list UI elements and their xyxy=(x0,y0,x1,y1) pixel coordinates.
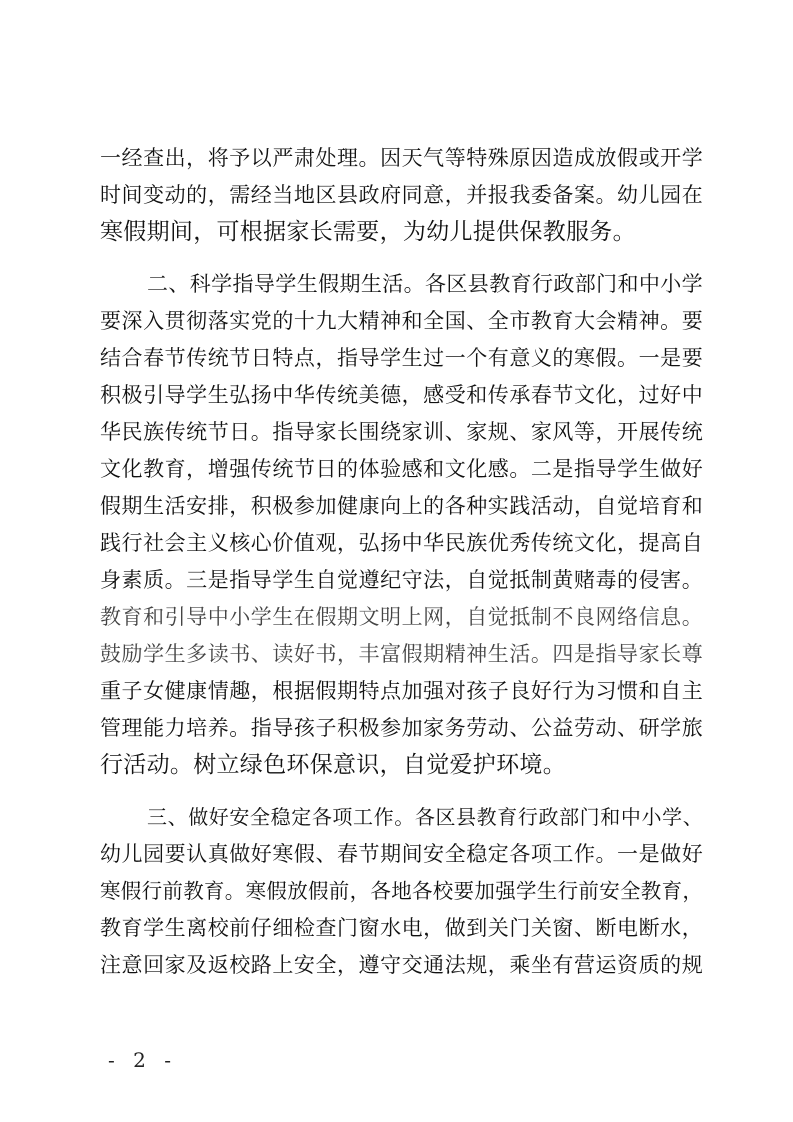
text-line: 行活动。树立绿色环保意识，自觉爱护环境。 xyxy=(100,752,566,778)
document-body xyxy=(100,140,703,984)
text-line: 身素质。三是指导学生自觉遵纪守法，自觉抵制黄赌毒的侵害。 xyxy=(100,568,703,592)
text-line: 寒假行前教育。寒假放假前，各地各校要加强学生行前安全教育， xyxy=(100,879,704,903)
text-line: 践行社会主义核心价值观，弘扬中华民族优秀传统文化，提高自 xyxy=(100,531,703,555)
paragraph-3 xyxy=(100,799,703,984)
text-line: 一经查出，将予以严肃处理。因天气等特殊原因造成放假或开学 xyxy=(100,146,703,170)
paragraph-2 xyxy=(100,266,703,784)
text-line: 重子女健康情趣，根据假期特点加强对孩子良好行为习惯和自主 xyxy=(100,679,703,703)
paragraph-1 xyxy=(100,140,703,251)
text-line: 教育和引导中小学生在假期文明上网，自觉抵制不良网络信息。 xyxy=(100,605,703,629)
page-number: - 2 - xyxy=(108,1048,177,1072)
text-line: 假期生活安排，积极参加健康向上的各种实践活动，自觉培育和 xyxy=(100,494,703,518)
text-line: 注意回家及返校路上安全，遵守交通法规，乘坐有营运资质的规 xyxy=(100,953,703,977)
text-line: 管理能力培养。指导孩子积极参加家务劳动、公益劳动、研学旅 xyxy=(100,716,703,740)
text-line: 要深入贯彻落实党的十九大精神和全国、全市教育大会精神。要 xyxy=(100,309,703,333)
text-line: 幼儿园要认真做好寒假、春节期间安全稳定各项工作。一是做好 xyxy=(100,842,703,866)
text-line: 三、做好安全稳定各项工作。各区县教育行政部门和中小学、 xyxy=(147,805,703,829)
text-line: 文化教育，增强传统节日的体验感和文化感。二是指导学生做好 xyxy=(100,457,703,481)
text-line: 结合春节传统节日特点，指导学生过一个有意义的寒假。一是要 xyxy=(100,346,703,370)
text-line: 寒假期间，可根据家长需要，为幼儿提供保教服务。 xyxy=(100,219,636,245)
text-line: 积极引导学生弘扬中华传统美德，感受和传承春节文化，过好中 xyxy=(100,383,703,407)
text-line: 教育学生离校前仔细检查门窗水电，做到关门关窗、断电断水， xyxy=(100,916,703,940)
text-line: 时间变动的，需经当地区县政府同意，并报我委备案。幼儿园在 xyxy=(100,183,703,207)
text-line: 二、科学指导学生假期生活。各区县教育行政部门和中小学 xyxy=(147,272,703,296)
text-line: 鼓励学生多读书、读好书，丰富假期精神生活。四是指导家长尊 xyxy=(100,642,703,666)
text-line: 华民族传统节日。指导家长围绕家训、家规、家风等，开展传统 xyxy=(100,420,703,444)
